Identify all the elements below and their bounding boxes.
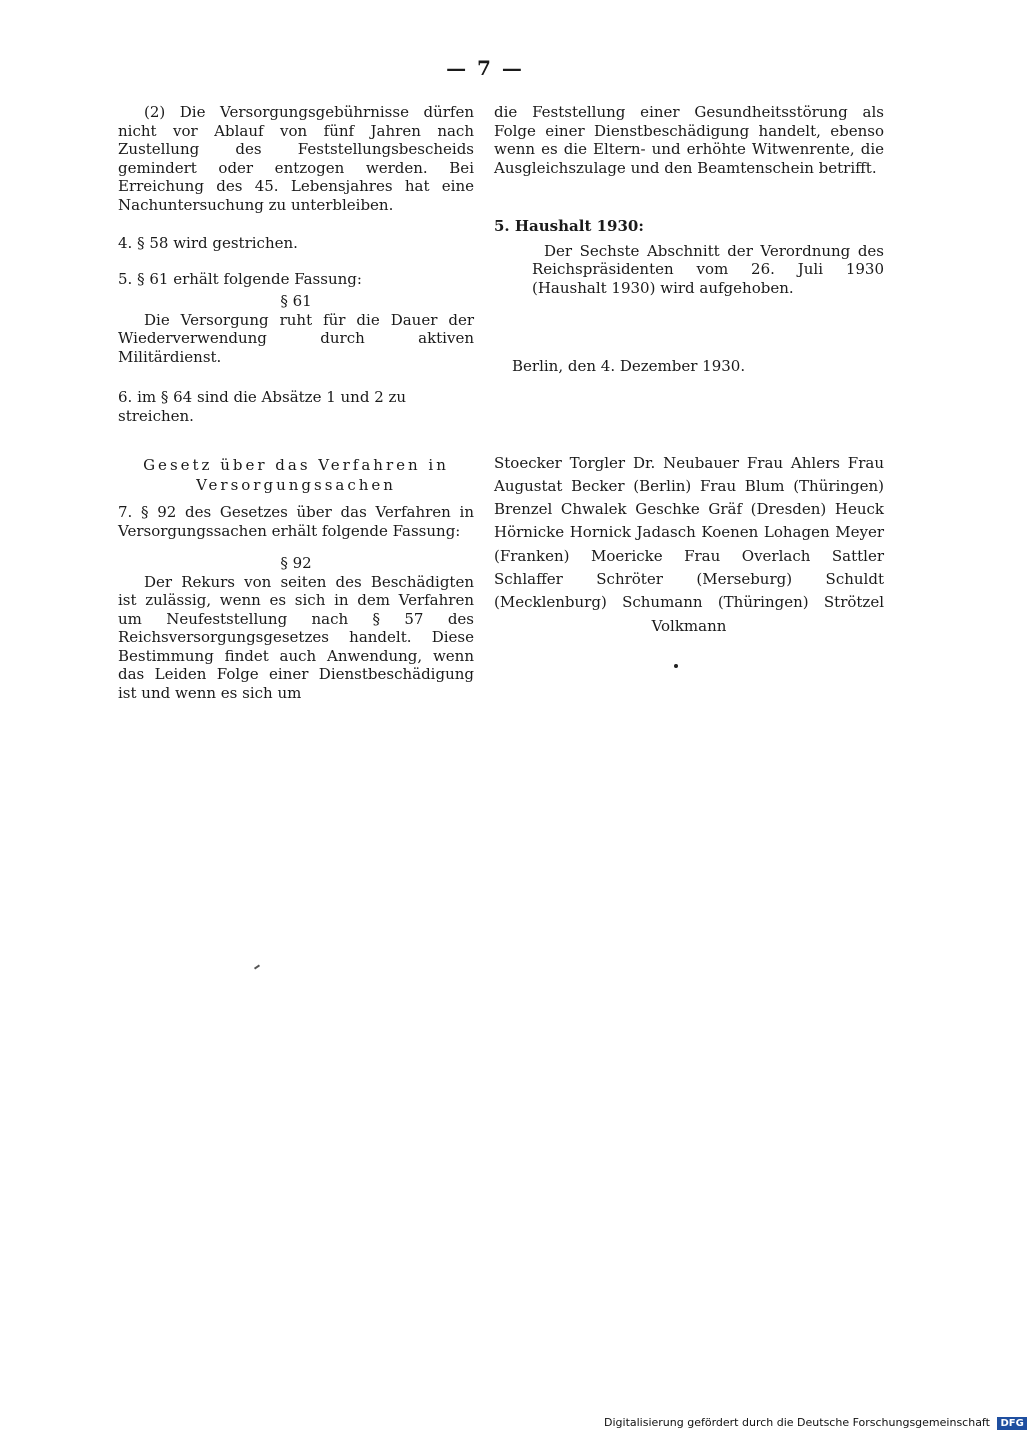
item-4: 4. § 58 wird gestrichen. [118, 234, 298, 252]
signatories: Stoecker Torgler Dr. Neubauer Frau Ahlers Frau Augustat Becker (Berlin) Frau Blum (Thüringen) Brenzel Chwalek Geschke Gräf (Dresden) Heuck Hörnicke Hornick Jadasch Koenen Lohagen Meyer (Franken) Moericke Frau Overlach Sattler Schlaffer Schröter (Merseburg) Schuldt (Mecklenburg) Schumann (Thüringen) Strötzel Volkmann [494, 453, 884, 635]
ink-dot [674, 664, 678, 668]
section-61-title: § 61 [280, 292, 312, 310]
left-column [118, 103, 474, 702]
item-5: 5. § 61 erhält folgende Fassung: [118, 269, 362, 288]
item-5-heading: 5. Haushalt 1930: [494, 217, 644, 235]
law-heading: Gesetz über das Verfahren in Versorgungssachen [143, 456, 449, 494]
footer [604, 1416, 1027, 1430]
date-line: Berlin, den 4. Dezember 1930. [512, 357, 746, 375]
ink-mark [254, 964, 260, 969]
section-92-title: § 92 [280, 554, 312, 572]
section-61-text: Die Versorgung ruht für die Dauer der Wiederverwendung durch aktiven Militärdienst. [118, 310, 474, 366]
footer-text: Digitalisierung gefördert durch die Deutsche Forschungsgemeinschaft [604, 1416, 990, 1429]
dfg-logo: DFG [997, 1417, 1026, 1430]
section-92-text: Der Rekurs von seiten des Beschädigten ist zulässig, wenn es sich in dem Verfahren um Neufeststellung nach § 57 des Reichsversorgungsgesetzes handelt. Diese Bestimmung findet auch Anwendung, wenn das Leiden Folge einer Dienstbeschädigung ist und wenn es sich um [118, 572, 474, 702]
item-7: 7. § 92 des Gesetzes über das Verfahren in Versorgungssachen erhält folgende Fassung: [118, 503, 474, 540]
item-6: 6. im § 64 sind die Absätze 1 und 2 zu streichen. [118, 388, 407, 425]
item-5-text: Der Sechste Abschnitt der Verordnung des Reichspräsidenten vom 26. Juli 1930 (Haushalt 1930) wird aufgehoben. [532, 241, 884, 297]
continuation-text: die Feststellung einer Gesundheitsstörung als Folge einer Dienstbeschädigung handelt, ebenso wenn es die Eltern- und erhöhte Witwenrente, die Ausgleichszulage und den Beamtenschein betrifft. [494, 103, 884, 177]
right-column [494, 103, 884, 638]
paragraph-abs2: (2) Die Versorgungsgebührnisse dürfen nicht vor Ablauf von fünf Jahren nach Zustellung des Feststellungsbescheids gemindert oder entzogen werden. Bei Erreichung des 45. Lebensjahres hat eine Nachuntersuchung zu unterbleiben. [118, 103, 474, 214]
page-number: — 7 — [446, 56, 524, 80]
